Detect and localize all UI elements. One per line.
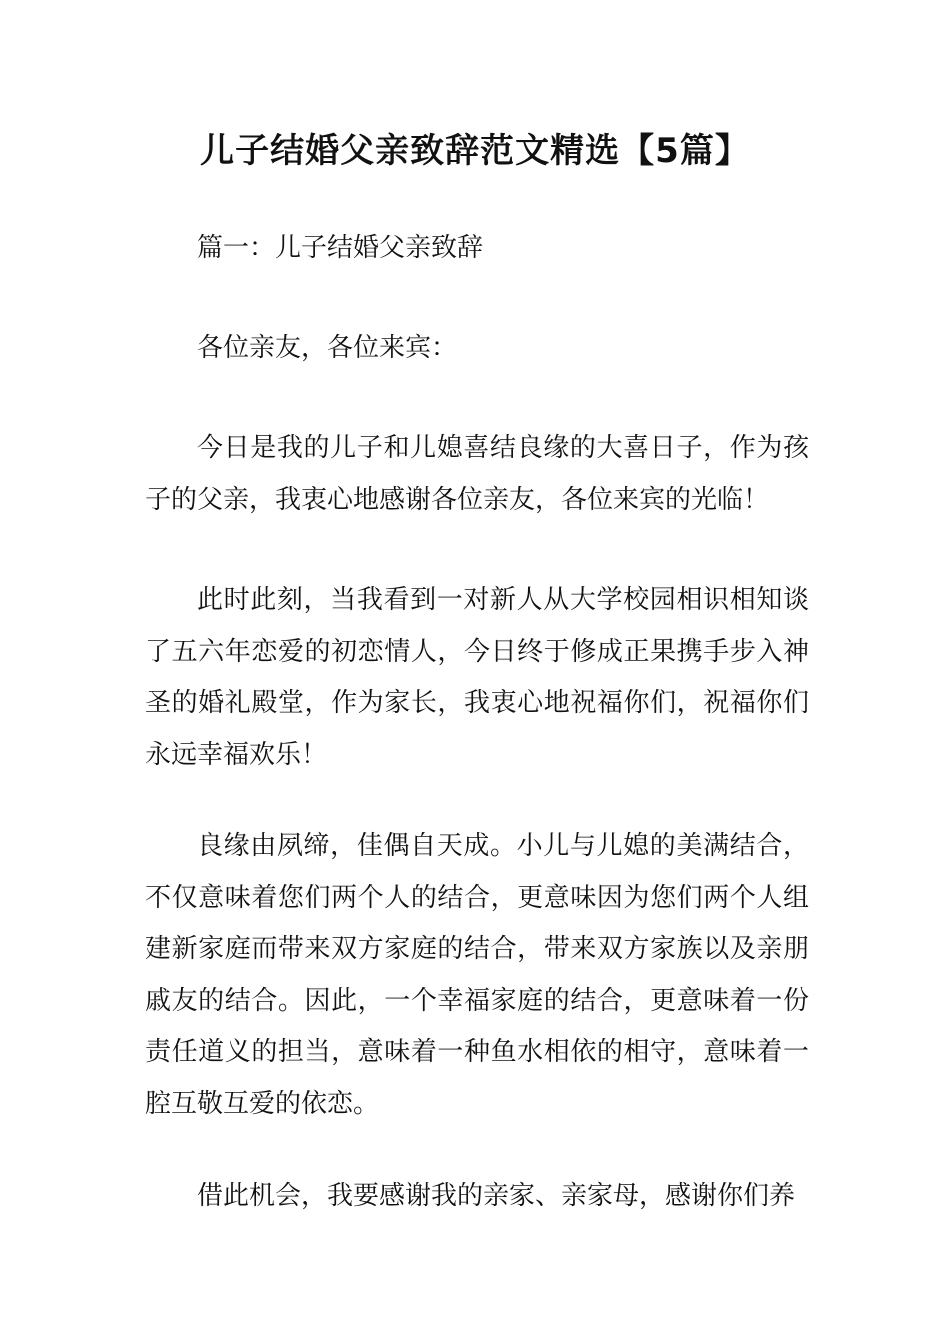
paragraph-blessing: 此时此刻，当我看到一对新人从大学校园相识相知谈了五六年恋爱的初恋情人，今日终于修成正果携手步入神圣的婚礼殿堂，作为家长，我衷心地祝福你们，祝福你们永远幸福欢乐！ <box>145 585 809 770</box>
paragraph-marriage-meaning: 良缘由夙缔，佳偶自天成。小儿与儿媳的美满结合，不仅意味着您们两个人的结合，更意味因为您们两个人组建新家庭而带来双方家庭的结合，带来双方家族以及亲朋戚友的结合。因此，一个幸福家庭的结合，更意味着一份责任道义的担当，意味着一种鱼水相依的相守，意味着一腔互敬互爱的依恋。 <box>145 831 809 1119</box>
paragraph-thanks: 今日是我的儿子和儿媳喜结良缘的大喜日子，作为孩子的父亲，我衷心地感谢各位亲友，各位来宾的光临！ <box>145 433 809 515</box>
document-title: 儿子结婚父亲致辞范文精选【5篇】 <box>200 131 750 171</box>
paragraph-gratitude-in-laws: 借此机会，我要感谢我的亲家、亲家母，感谢你们养 <box>197 1181 796 1211</box>
paragraph-greeting: 各位亲友，各位来宾： <box>197 333 458 363</box>
section-heading: 篇一：儿子结婚父亲致辞 <box>197 233 484 263</box>
